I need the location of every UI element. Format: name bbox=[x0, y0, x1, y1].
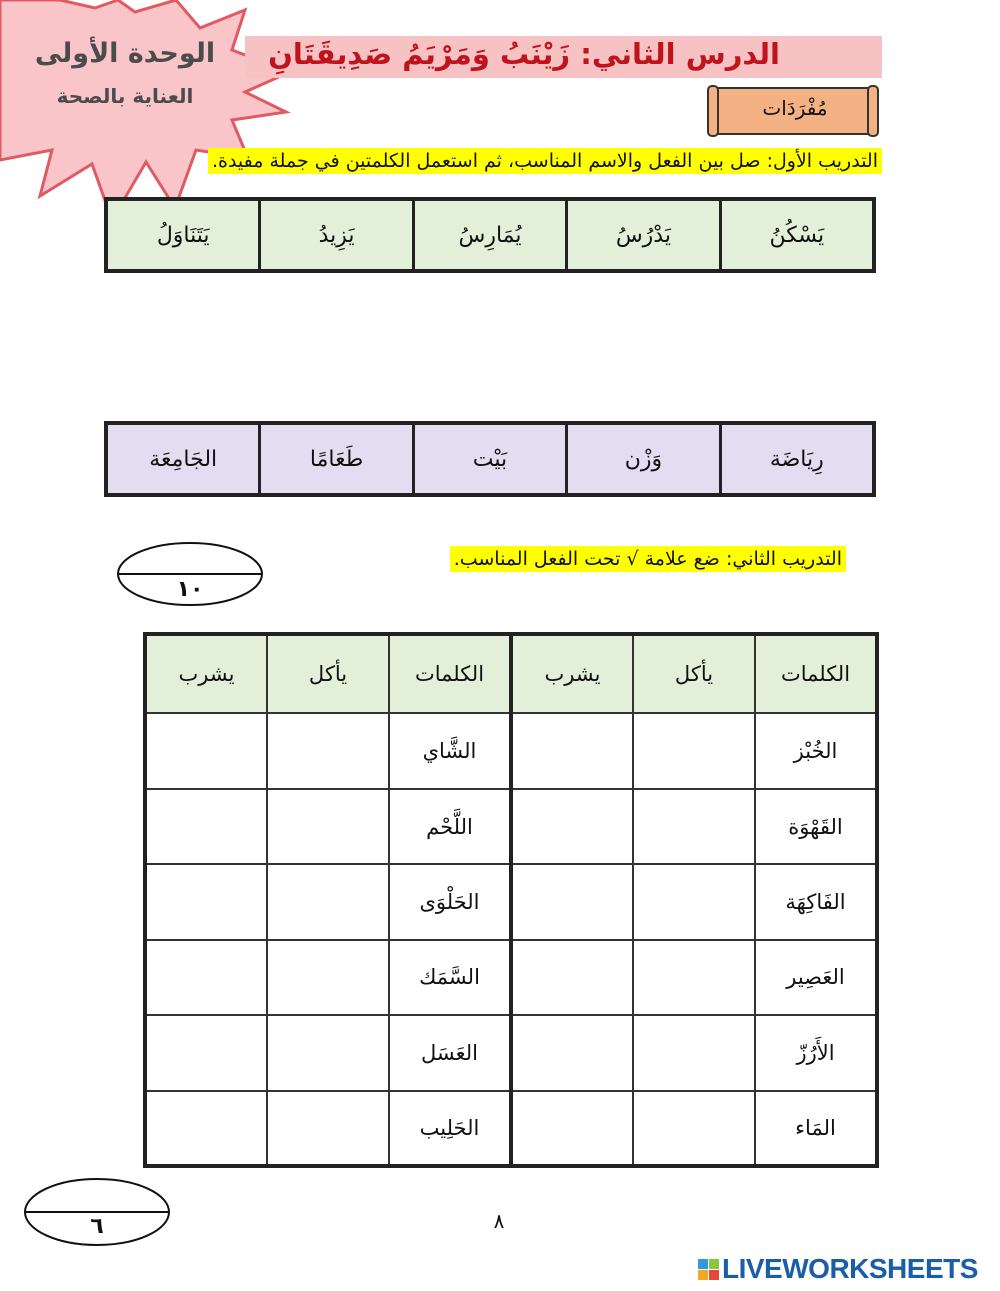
drink-checkbox-cell[interactable] bbox=[511, 940, 633, 1015]
eat-checkbox-cell[interactable] bbox=[633, 789, 755, 864]
eat-checkbox-cell[interactable] bbox=[267, 1091, 389, 1166]
eat-drink-table bbox=[143, 632, 879, 1168]
score-value: ١٠ bbox=[176, 577, 204, 602]
table-row bbox=[145, 713, 877, 788]
table-row bbox=[145, 789, 877, 864]
column-header: الكلمات bbox=[755, 634, 877, 713]
lesson-title: الدرس الثاني: زَيْنَبُ وَمَرْيَمُ صَدِيقَتَانِ bbox=[268, 37, 780, 71]
eat-checkbox-cell[interactable] bbox=[267, 864, 389, 939]
drink-checkbox-cell[interactable] bbox=[511, 789, 633, 864]
word-cell: القَهْوَة bbox=[755, 789, 877, 864]
word-cell: العَسَل bbox=[389, 1015, 511, 1090]
drink-checkbox-cell[interactable] bbox=[145, 940, 267, 1015]
word-cell: الخُبْز bbox=[755, 713, 877, 788]
exercise1-instruction: التدريب الأول: صل بين الفعل والاسم المناسب، ثم استعمل الكلمتين في جملة مفيدة. bbox=[208, 150, 882, 172]
unit-title: الوحدة الأولى bbox=[34, 38, 216, 69]
verb-cell[interactable]: يُمَارِسُ bbox=[415, 201, 565, 269]
noun-cell[interactable]: طَعَامًا bbox=[261, 425, 411, 493]
eat-checkbox-cell[interactable] bbox=[267, 713, 389, 788]
eat-checkbox-cell[interactable] bbox=[633, 713, 755, 788]
word-cell: العَصِير bbox=[755, 940, 877, 1015]
exercise2-instruction: التدريب الثاني: ضع علامة √ تحت الفعل المناسب. bbox=[450, 548, 846, 570]
word-cell: الفَاكِهَة bbox=[755, 864, 877, 939]
word-cell: الحَلِيب bbox=[389, 1091, 511, 1166]
drink-checkbox-cell[interactable] bbox=[145, 713, 267, 788]
drink-checkbox-cell[interactable] bbox=[145, 1015, 267, 1090]
page-number: ٨ bbox=[493, 1209, 505, 1233]
bottom-score-value: ٦ bbox=[90, 1214, 104, 1239]
verb-cell[interactable]: يَزِيدُ bbox=[261, 201, 411, 269]
brand-text: LIVEWORKSHEETS bbox=[722, 1253, 978, 1284]
noun-cell[interactable]: رِيَاضَة bbox=[722, 425, 872, 493]
drink-checkbox-cell[interactable] bbox=[145, 1091, 267, 1166]
table-row bbox=[145, 864, 877, 939]
verb-cell[interactable]: يَتَنَاوَلُ bbox=[108, 201, 258, 269]
unit-starburst-badge bbox=[0, 0, 300, 230]
verb-cell[interactable]: يَسْكُنُ bbox=[722, 201, 872, 269]
unit-subtitle: العناية بالصحة bbox=[56, 84, 194, 108]
drink-checkbox-cell[interactable] bbox=[511, 713, 633, 788]
column-header: يأكل bbox=[267, 634, 389, 713]
word-cell: السَّمَك bbox=[389, 940, 511, 1015]
liveworksheets-brand[interactable] bbox=[698, 1253, 978, 1285]
word-cell: الشَّاي bbox=[389, 713, 511, 788]
liveworksheets-logo-icon bbox=[698, 1259, 719, 1280]
eat-checkbox-cell[interactable] bbox=[633, 864, 755, 939]
verbs-row bbox=[104, 197, 876, 273]
nouns-row bbox=[104, 421, 876, 497]
word-cell: الحَلْوَى bbox=[389, 864, 511, 939]
column-header: يشرب bbox=[511, 634, 633, 713]
eat-checkbox-cell[interactable] bbox=[267, 789, 389, 864]
column-header: يأكل bbox=[633, 634, 755, 713]
eat-checkbox-cell[interactable] bbox=[267, 940, 389, 1015]
table-header-row bbox=[145, 634, 877, 713]
eat-checkbox-cell[interactable] bbox=[633, 940, 755, 1015]
table-row bbox=[145, 940, 877, 1015]
drink-checkbox-cell[interactable] bbox=[145, 864, 267, 939]
drink-checkbox-cell[interactable] bbox=[511, 1015, 633, 1090]
table-row bbox=[145, 1015, 877, 1090]
column-header: يشرب bbox=[145, 634, 267, 713]
table-row bbox=[145, 1091, 877, 1166]
noun-cell[interactable]: بَيْت bbox=[415, 425, 565, 493]
noun-cell[interactable]: الجَامِعَة bbox=[108, 425, 258, 493]
word-cell: الأَرُزّ bbox=[755, 1015, 877, 1090]
eat-checkbox-cell[interactable] bbox=[633, 1091, 755, 1166]
eat-checkbox-cell[interactable] bbox=[267, 1015, 389, 1090]
verb-cell[interactable]: يَدْرُسُ bbox=[568, 201, 718, 269]
vocab-label: مُفْرَدَات bbox=[762, 96, 828, 120]
noun-cell[interactable]: وَزْن bbox=[568, 425, 718, 493]
column-header: الكلمات bbox=[389, 634, 511, 713]
eat-checkbox-cell[interactable] bbox=[633, 1015, 755, 1090]
drink-checkbox-cell[interactable] bbox=[511, 1091, 633, 1166]
word-cell: اللَّحْم bbox=[389, 789, 511, 864]
drink-checkbox-cell[interactable] bbox=[511, 864, 633, 939]
word-cell: المَاء bbox=[755, 1091, 877, 1166]
drink-checkbox-cell[interactable] bbox=[145, 789, 267, 864]
